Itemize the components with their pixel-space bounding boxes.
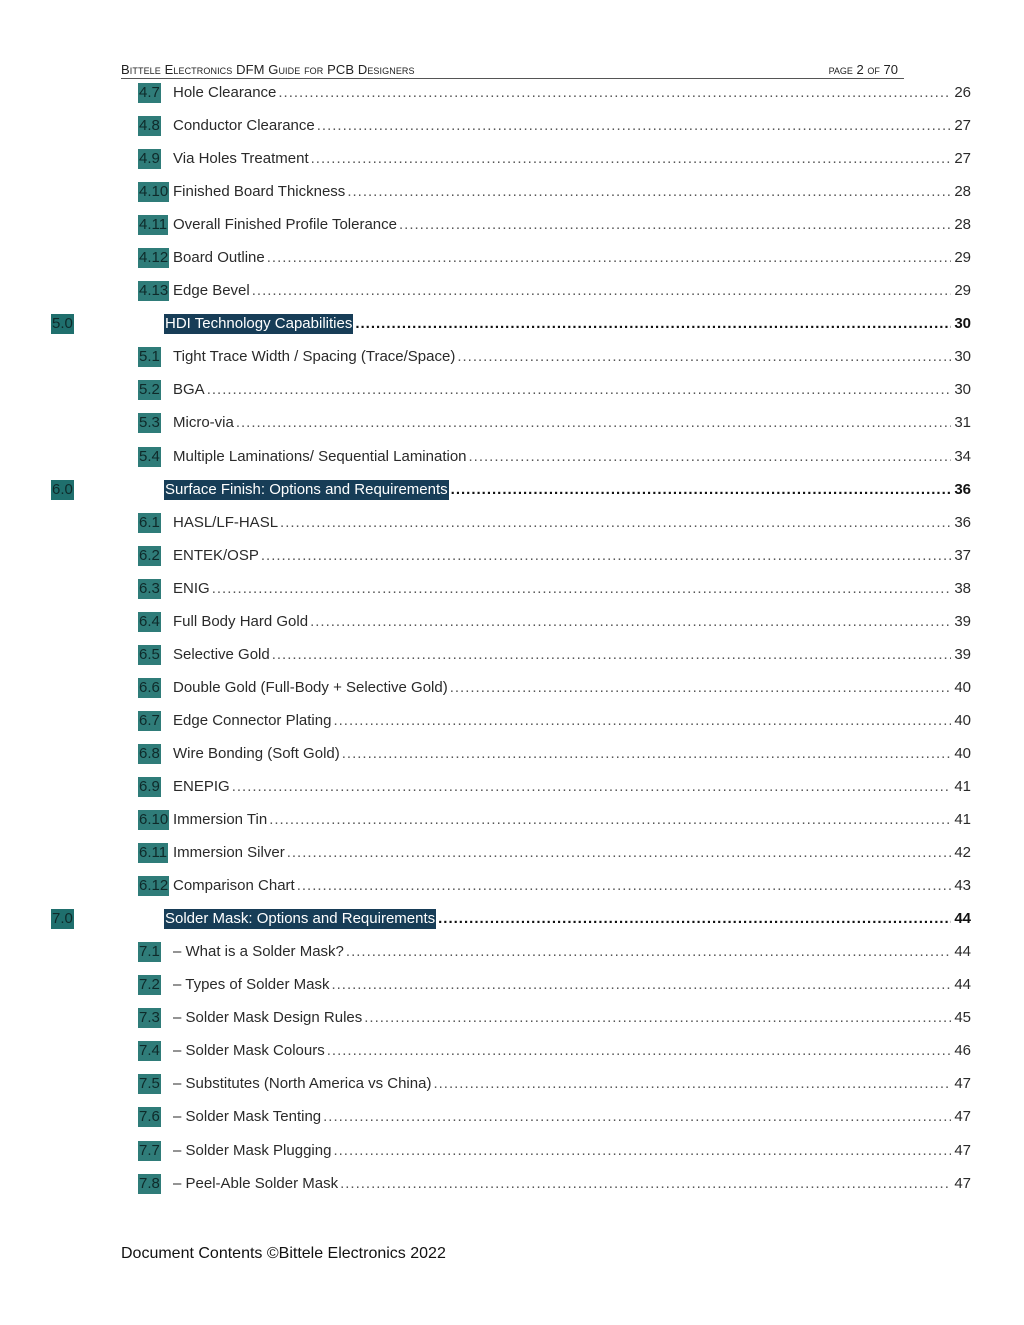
- toc-leader-dots: [347, 182, 951, 202]
- toc-entry-title[interactable]: Edge Bevel: [173, 282, 250, 300]
- toc-entry-title[interactable]: Micro-via: [173, 414, 234, 432]
- toc-entry-line: [173, 876, 971, 896]
- toc-entry-title[interactable]: Finished Board Thickness: [173, 183, 346, 201]
- toc-leader-dots: [311, 149, 952, 169]
- toc-entry-line: [173, 182, 971, 202]
- page-current: 2: [856, 62, 864, 77]
- toc-entry[interactable]: [0, 1105, 1024, 1138]
- toc-entry-title[interactable]: – Substitutes (North America vs China): [173, 1075, 432, 1093]
- toc-entry[interactable]: [0, 676, 1024, 709]
- toc-leader-dots: [450, 678, 952, 698]
- toc-entry-title[interactable]: – Solder Mask Design Rules: [173, 1009, 363, 1027]
- toc-entry-page: 39: [954, 645, 971, 663]
- toc-leader-dots: [399, 215, 951, 235]
- toc-entry[interactable]: [0, 808, 1024, 841]
- toc-leader-dots: [269, 810, 951, 830]
- toc-entry[interactable]: [0, 874, 1024, 907]
- toc-leader-dots: [317, 116, 952, 136]
- toc-entry-title[interactable]: Wire Bonding (Soft Gold): [173, 744, 340, 762]
- toc-entry-line: [173, 347, 971, 367]
- toc-entry[interactable]: [0, 709, 1024, 742]
- toc-entry-page: 47: [954, 1075, 971, 1093]
- toc-entry[interactable]: [0, 246, 1024, 279]
- toc-entry[interactable]: [0, 147, 1024, 180]
- toc-entry-title[interactable]: ENTEK/OSP: [173, 546, 259, 564]
- toc-entry[interactable]: [0, 411, 1024, 444]
- toc-entry[interactable]: [0, 610, 1024, 643]
- toc-entry-number: 7.2: [139, 976, 160, 994]
- toc-entry-title[interactable]: Board Outline: [173, 249, 265, 267]
- toc-entry-page: 29: [954, 282, 971, 300]
- toc-entry-number: 5.2: [139, 381, 160, 399]
- toc-entry-number: 4.13: [139, 282, 169, 300]
- toc-entry[interactable]: [0, 378, 1024, 411]
- toc-leader-dots: [342, 744, 952, 764]
- toc-entry-page: 41: [954, 777, 971, 795]
- toc-leader-dots: [212, 579, 952, 599]
- toc-entry-title[interactable]: – Peel-Able Solder Mask: [173, 1174, 339, 1192]
- toc-entry[interactable]: [0, 1006, 1024, 1039]
- toc-entry[interactable]: [0, 742, 1024, 775]
- toc-entry[interactable]: [0, 973, 1024, 1006]
- toc-leader-dots: [252, 281, 952, 301]
- toc-leader-dots: [287, 843, 952, 863]
- toc-leader-dots: [333, 1141, 951, 1161]
- toc-leader-dots: [346, 942, 951, 962]
- toc-entry[interactable]: [0, 577, 1024, 610]
- toc-entry-line: [173, 380, 971, 400]
- toc-entry-number: 7.0: [52, 910, 73, 928]
- toc-entry-number: 4.9: [139, 150, 160, 168]
- toc-entry-number: 6.11: [139, 844, 168, 862]
- toc-entry-number: 4.8: [139, 117, 160, 135]
- toc-leader-dots: [261, 546, 951, 566]
- toc-entry-number: 6.6: [139, 678, 160, 696]
- toc-entry-line: [173, 83, 971, 103]
- page-total: 70: [883, 62, 898, 77]
- toc-entry-page: 41: [954, 811, 971, 829]
- toc-entry-title[interactable]: Hole Clearance: [173, 84, 277, 101]
- toc-entry-page: 47: [954, 1174, 971, 1192]
- toc-entry-number: 6.1: [139, 513, 160, 531]
- toc-leader-dots: [310, 612, 951, 632]
- toc-entry-title[interactable]: – Solder Mask Tenting: [173, 1108, 322, 1126]
- toc-entry-number: 5.3: [139, 414, 160, 432]
- toc-leader-dots: [323, 1107, 951, 1127]
- toc-entry-number: 7.7: [139, 1141, 160, 1159]
- toc-entry-line: [173, 513, 971, 533]
- toc-entry-page: 28: [954, 183, 971, 201]
- toc-entry-title[interactable]: BGA: [173, 381, 205, 399]
- toc-entry-title[interactable]: Selective Gold: [173, 645, 270, 663]
- toc-leader-dots: [272, 645, 952, 665]
- toc-leader-dots: [327, 1041, 952, 1061]
- toc-entry-title[interactable]: Immersion Silver: [173, 844, 285, 862]
- toc-entry-number: 6.7: [139, 711, 160, 729]
- toc-entry-page: 43: [954, 877, 971, 895]
- toc-entry-line: [173, 1074, 971, 1094]
- toc-section-entry[interactable]: [0, 312, 1024, 345]
- toc-entry-title[interactable]: Immersion Tin: [173, 811, 268, 829]
- toc-entry[interactable]: [0, 114, 1024, 147]
- toc-entry[interactable]: [0, 643, 1024, 676]
- toc-entry[interactable]: [0, 544, 1024, 577]
- toc-entry[interactable]: [0, 940, 1024, 973]
- toc-entry-page: 36: [954, 513, 971, 531]
- toc-entry-number: 5.4: [139, 447, 160, 465]
- toc-entry-number: 6.5: [139, 645, 160, 663]
- toc-entry-page: 30: [954, 381, 971, 399]
- toc-entry-line: [173, 843, 971, 863]
- toc-leader-dots: [297, 876, 952, 896]
- toc-entry-page: 27: [954, 150, 971, 168]
- toc-entry-line: [164, 480, 971, 500]
- toc-leader-dots: [280, 513, 951, 533]
- toc-entry[interactable]: [0, 345, 1024, 378]
- toc-entry-number: 7.4: [139, 1042, 160, 1060]
- toc-entry[interactable]: [0, 1139, 1024, 1172]
- toc-entry-page: 40: [954, 744, 971, 762]
- toc-entry-title[interactable]: Conductor Clearance: [173, 117, 315, 135]
- toc-leader-dots: [207, 380, 952, 400]
- table-of-contents: [0, 81, 1024, 1205]
- toc-entry-number: 6.9: [139, 777, 160, 795]
- toc-entry-title[interactable]: Double Gold (Full-Body + Selective Gold): [173, 678, 448, 696]
- toc-entry-line: [173, 942, 971, 962]
- toc-entry[interactable]: [0, 1172, 1024, 1205]
- toc-entry-page: 27: [954, 117, 971, 135]
- toc-entry-line: [173, 248, 971, 268]
- toc-entry-page: 44: [954, 910, 971, 928]
- toc-entry-number: 7.3: [139, 1009, 160, 1027]
- toc-entry-title[interactable]: – Solder Mask Plugging: [173, 1141, 332, 1159]
- toc-entry[interactable]: [0, 775, 1024, 808]
- toc-entry-line: [173, 777, 971, 797]
- toc-entry-title[interactable]: HASL/LF-HASL: [173, 513, 279, 531]
- toc-entry[interactable]: [0, 511, 1024, 544]
- toc-entry-line: [173, 744, 971, 764]
- toc-entry-title[interactable]: Full Body Hard Gold: [173, 612, 309, 630]
- toc-leader-dots: [433, 1074, 951, 1094]
- toc-entry-line: [173, 546, 971, 566]
- toc-entry-number: 4.11: [139, 216, 168, 234]
- toc-entry-line: [164, 314, 971, 334]
- toc-entry-number: 6.0: [52, 480, 73, 498]
- toc-leader-dots: [469, 447, 952, 467]
- toc-leader-dots: [331, 975, 951, 995]
- page-number: [829, 62, 898, 77]
- toc-entry-page: 46: [954, 1042, 971, 1060]
- toc-leader-dots: [236, 413, 951, 433]
- toc-entry[interactable]: [0, 1072, 1024, 1105]
- toc-section-entry[interactable]: [0, 907, 1024, 940]
- toc-entry-line: [173, 1107, 971, 1127]
- toc-leader-dots: [451, 480, 952, 500]
- toc-entry[interactable]: [0, 279, 1024, 312]
- header-title: Bittele Electronics DFM Guide for PCB Designers: [121, 62, 415, 77]
- toc-entry-number: 6.12: [139, 877, 169, 895]
- toc-entry-line: [173, 678, 971, 698]
- toc-entry-number: 4.12: [139, 249, 169, 267]
- toc-entry-page: 47: [954, 1108, 971, 1126]
- toc-entry-number: 5.0: [52, 315, 73, 333]
- toc-entry-line: [173, 579, 971, 599]
- toc-entry-title[interactable]: Tight Trace Width / Spacing (Trace/Space): [173, 348, 456, 366]
- toc-entry-title[interactable]: Via Holes Treatment: [173, 150, 309, 168]
- toc-leader-dots: [457, 347, 951, 367]
- toc-entry-line: [173, 281, 971, 301]
- page-header: [121, 62, 904, 79]
- toc-entry-page: 44: [954, 943, 971, 961]
- toc-entry-number: 6.4: [139, 612, 160, 630]
- toc-leader-dots: [333, 711, 951, 731]
- toc-section-entry[interactable]: [0, 478, 1024, 511]
- toc-entry-page: 37: [954, 546, 971, 564]
- toc-entry-number: 7.1: [139, 943, 160, 961]
- toc-entry[interactable]: [0, 213, 1024, 246]
- toc-leader-dots: [278, 83, 951, 103]
- toc-entry-line: [173, 810, 971, 830]
- toc-entry-page: 30: [954, 348, 971, 366]
- page-of: of: [867, 62, 880, 77]
- toc-entry-title[interactable]: ENEPIG: [173, 777, 230, 795]
- page-label: page: [828, 62, 853, 77]
- toc-entry-number: 6.2: [139, 546, 160, 564]
- toc-entry-page: 47: [954, 1141, 971, 1159]
- toc-leader-dots: [355, 314, 951, 334]
- toc-leader-dots: [364, 1008, 951, 1028]
- toc-entry-title[interactable]: Overall Finished Profile Tolerance: [173, 216, 397, 234]
- toc-entry-number: 7.6: [139, 1108, 160, 1126]
- toc-entry-page: 29: [954, 249, 971, 267]
- toc-leader-dots: [438, 909, 951, 929]
- toc-entry-page: 38: [954, 579, 971, 597]
- toc-entry-page: 31: [954, 414, 971, 432]
- toc-entry-page: 40: [954, 711, 971, 729]
- toc-entry-title[interactable]: HDI Technology Capabilities: [165, 315, 353, 333]
- toc-entry-title[interactable]: Solder Mask: Options and Requirements: [165, 910, 436, 928]
- toc-entry-line: [173, 711, 971, 731]
- toc-entry-number: 6.8: [139, 744, 160, 762]
- toc-leader-dots: [232, 777, 952, 797]
- toc-entry-line: [173, 1141, 971, 1161]
- toc-entry-line: [173, 116, 971, 136]
- toc-entry-line: [173, 149, 971, 169]
- toc-entry-title[interactable]: – Types of Solder Mask: [173, 976, 330, 994]
- page-footer: Document Contents ©Bittele Electronics 2022: [121, 1245, 446, 1262]
- toc-entry-title[interactable]: ENIG: [173, 579, 210, 597]
- toc-entry-title[interactable]: – What is a Solder Mask?: [173, 943, 344, 961]
- toc-entry[interactable]: [0, 180, 1024, 213]
- toc-entry-page: 26: [954, 84, 971, 101]
- toc-entry-page: 39: [954, 612, 971, 630]
- toc-entry[interactable]: [0, 841, 1024, 874]
- toc-entry-title[interactable]: – Solder Mask Colours: [173, 1042, 325, 1060]
- toc-leader-dots: [267, 248, 952, 268]
- toc-entry-title[interactable]: Edge Connector Plating: [173, 711, 332, 729]
- toc-entry-line: [173, 612, 971, 632]
- toc-entry-title[interactable]: Surface Finish: Options and Requirements: [165, 480, 448, 498]
- toc-entry-line: [173, 215, 971, 235]
- toc-entry-page: 34: [954, 447, 971, 465]
- toc-entry-number: 4.10: [139, 183, 169, 201]
- toc-entry-page: 30: [954, 315, 971, 333]
- toc-entry-line: [164, 909, 971, 929]
- toc-entry-line: [173, 645, 971, 665]
- toc-entry-number: 6.3: [139, 579, 160, 597]
- toc-entry-line: [173, 1041, 971, 1061]
- toc-entry-number: 6.10: [139, 811, 169, 829]
- toc-entry-number: 7.5: [139, 1075, 160, 1093]
- toc-entry-line: [173, 413, 971, 433]
- toc-entry-title[interactable]: Comparison Chart: [173, 877, 295, 895]
- toc-entry-line: [173, 1174, 971, 1194]
- toc-entry-page: 44: [954, 976, 971, 994]
- toc-entry-line: [173, 1008, 971, 1028]
- toc-entry-line: [173, 447, 971, 467]
- toc-entry[interactable]: [0, 445, 1024, 478]
- toc-entry-line: [173, 975, 971, 995]
- toc-entry-number: 4.7: [139, 84, 160, 101]
- toc-entry-number: 7.8: [139, 1174, 160, 1192]
- toc-entry-number: 5.1: [139, 348, 160, 366]
- toc-entry[interactable]: [0, 81, 1024, 114]
- toc-entry-page: 42: [954, 844, 971, 862]
- toc-entry[interactable]: [0, 1039, 1024, 1072]
- toc-entry-page: 40: [954, 678, 971, 696]
- toc-entry-page: 36: [954, 480, 971, 498]
- toc-entry-title[interactable]: Multiple Laminations/ Sequential Lamination: [173, 447, 467, 465]
- toc-entry-page: 45: [954, 1009, 971, 1027]
- toc-entry-page: 28: [954, 216, 971, 234]
- toc-leader-dots: [340, 1174, 951, 1194]
